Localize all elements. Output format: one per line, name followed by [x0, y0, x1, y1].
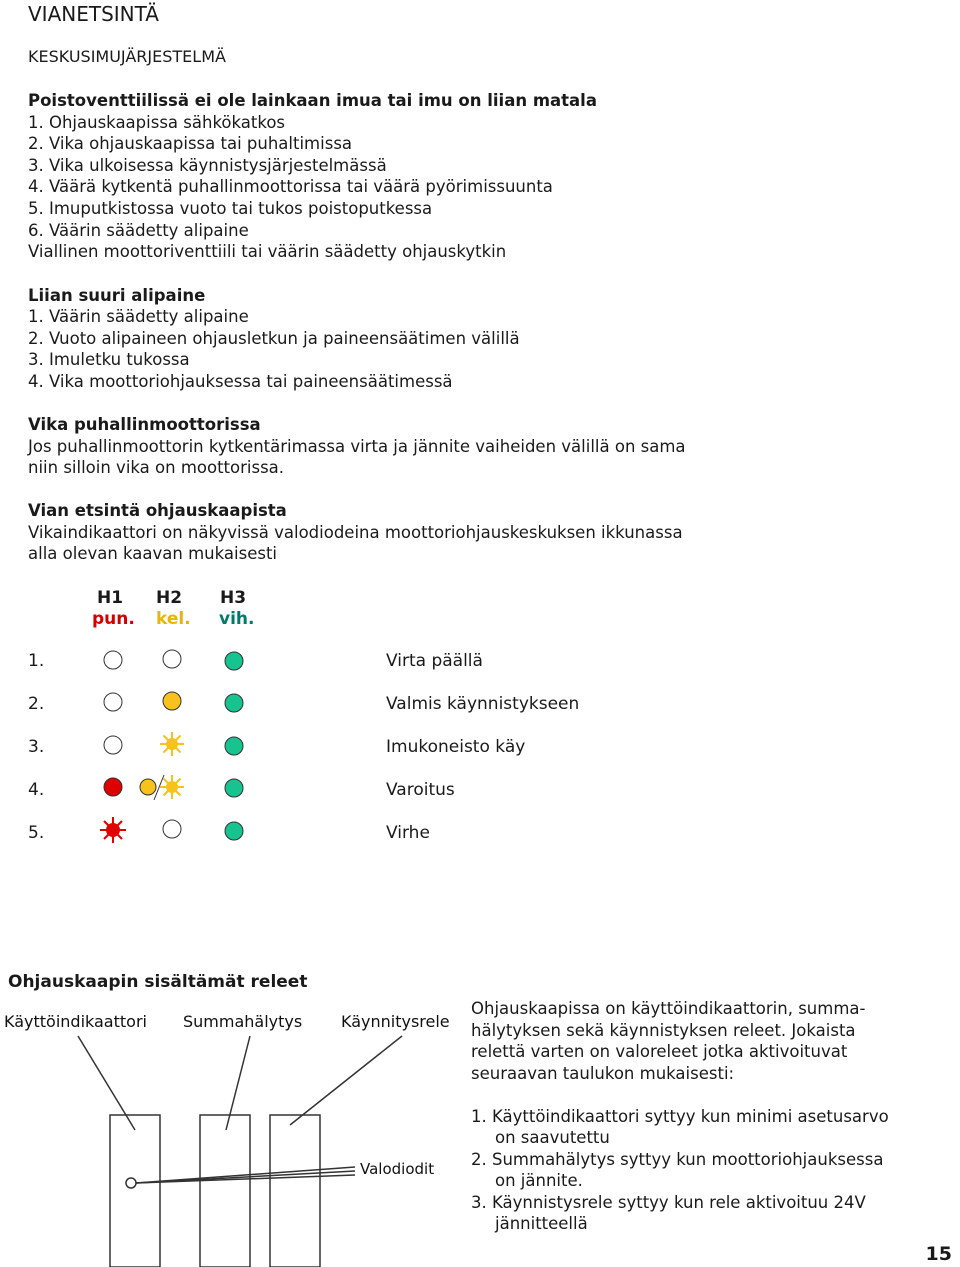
- row-number: 1.: [28, 651, 45, 671]
- section4-heading: Vian etsintä ohjauskaapista: [28, 501, 287, 520]
- led-off-icon: [104, 651, 122, 669]
- led-off-icon: [163, 820, 181, 838]
- section3-line: niin silloin vika on moottorissa.: [28, 458, 285, 477]
- header-h2: H2: [156, 588, 183, 608]
- relay-list-item: 3. Käynnistysrele syttyy kun rele aktivoituu 24V: [471, 1193, 866, 1212]
- section1-item: 1. Ohjauskaapissa sähkökatkos: [28, 113, 286, 132]
- header-color-yellow: kel.: [156, 609, 191, 629]
- relay-list-item-cont: on jännite.: [495, 1171, 583, 1190]
- relay-list-item-cont: jännitteellä: [495, 1214, 588, 1233]
- status-label: Valmis käynnistykseen: [386, 694, 580, 714]
- row-number: 5.: [28, 823, 45, 843]
- diagram-label-kayttoindikaattori: Käyttöindikaattori: [4, 1012, 147, 1031]
- indicator-row-2: [100, 690, 250, 716]
- section1-item: 2. Vika ohjauskaapissa tai puhaltimissa: [28, 134, 353, 153]
- led-red-blinking-icon: [100, 817, 126, 843]
- section1-item: 3. Vika ulkoisessa käynnistysjärjestelmässä: [28, 156, 387, 175]
- header-h1: H1: [97, 588, 124, 608]
- header-color-red: pun.: [92, 609, 135, 629]
- indicator-row-4: [100, 772, 250, 804]
- led-yellow-icon: [140, 779, 156, 795]
- led-green-icon: [225, 737, 243, 755]
- row-number: 3.: [28, 737, 45, 757]
- led-green-icon: [225, 652, 243, 670]
- relay-diagram: [0, 1000, 465, 1267]
- section1-heading: Poistoventtiilissä ei ole lainkaan imua tai imu on liian matala: [28, 91, 597, 110]
- relays-description: hälytyksen sekä käynnistyksen releet. Jokaista: [471, 1021, 856, 1040]
- relays-heading: Ohjauskaapin sisältämät releet: [8, 972, 308, 992]
- section2-item: 4. Vika moottoriohjauksessa tai paineensäätimessä: [28, 372, 453, 391]
- relay-box: [110, 1115, 160, 1267]
- section2-item: 1. Väärin säädetty alipaine: [28, 307, 249, 326]
- diagram-label-summahalytys: Summahälytys: [183, 1012, 303, 1031]
- page-subtitle: KESKUSIMUJÄRJESTELMÄ: [28, 47, 226, 66]
- led-yellow-blinking-icon: [160, 732, 184, 756]
- status-label: Virta päällä: [386, 651, 483, 671]
- led-red-icon: [104, 778, 122, 796]
- section1-item: 4. Väärä kytkentä puhallinmoottorissa tai väärä pyörimissuunta: [28, 177, 553, 196]
- relay-list-item-cont: on saavutettu: [495, 1128, 610, 1147]
- status-label: Imukoneisto käy: [386, 737, 526, 757]
- row-number: 2.: [28, 694, 45, 714]
- led-off-icon: [104, 693, 122, 711]
- status-label: Varoitus: [386, 780, 455, 800]
- relays-description: Ohjauskaapissa on käyttöindikaattorin, summa-: [471, 999, 866, 1018]
- relay-list-item: 2. Summahälytys syttyy kun moottoriohjauksessa: [471, 1150, 884, 1169]
- page-title: VIANETSINTÄ: [28, 2, 159, 26]
- led-green-icon: [225, 822, 243, 840]
- section2-heading: Liian suuri alipaine: [28, 286, 206, 305]
- header-color-green: vih.: [219, 609, 255, 629]
- section4-line: Vikaindikaattori on näkyvissä valodiodeina moottoriohjauskeskuksen ikkunassa: [28, 523, 683, 542]
- relay-box: [200, 1115, 250, 1267]
- section4-line: alla olevan kaavan mukaisesti: [28, 544, 277, 563]
- section1-item: 5. Imuputkistossa vuoto tai tukos poistoputkessa: [28, 199, 433, 218]
- indicator-row-5: [98, 816, 250, 846]
- led-off-icon: [163, 650, 181, 668]
- led-yellow-icon: [163, 692, 181, 710]
- section3-line: Jos puhallinmoottorin kytkentärimassa virta ja jännite vaiheiden välillä on sama: [28, 437, 686, 456]
- indicator-row-3: [100, 732, 250, 760]
- status-label: Virhe: [386, 823, 430, 843]
- diagram-label-valodiodit: Valodiodit: [360, 1160, 435, 1178]
- diagram-label-kaynnitysrele: Käynnitysrele: [341, 1012, 450, 1031]
- page-number: 15: [925, 1243, 952, 1265]
- led-off-icon: [104, 736, 122, 754]
- header-h3: H3: [220, 588, 247, 608]
- section3-heading: Vika puhallinmoottorissa: [28, 415, 261, 434]
- led-yellow-blinking-icon: [160, 775, 184, 799]
- section1-item: Viallinen moottoriventtiili tai väärin säädetty ohjauskytkin: [28, 242, 507, 261]
- relays-description: relettä varten on valoreleet jotka aktivoituvat: [471, 1042, 848, 1061]
- relays-description: seuraavan taulukon mukaisesti:: [471, 1064, 735, 1083]
- indicator-row-1: [100, 648, 250, 674]
- led-green-icon: [225, 694, 243, 712]
- relay-box: [270, 1115, 320, 1267]
- section1-item: 6. Väärin säädetty alipaine: [28, 221, 249, 240]
- relay-list-item: 1. Käyttöindikaattori syttyy kun minimi asetusarvo: [471, 1107, 889, 1126]
- led-green-icon: [225, 779, 243, 797]
- led-icon: [126, 1178, 136, 1188]
- section2-item: 2. Vuoto alipaineen ohjausletkun ja paineensäätimen välillä: [28, 329, 520, 348]
- row-number: 4.: [28, 780, 45, 800]
- section2-item: 3. Imuletku tukossa: [28, 350, 190, 369]
